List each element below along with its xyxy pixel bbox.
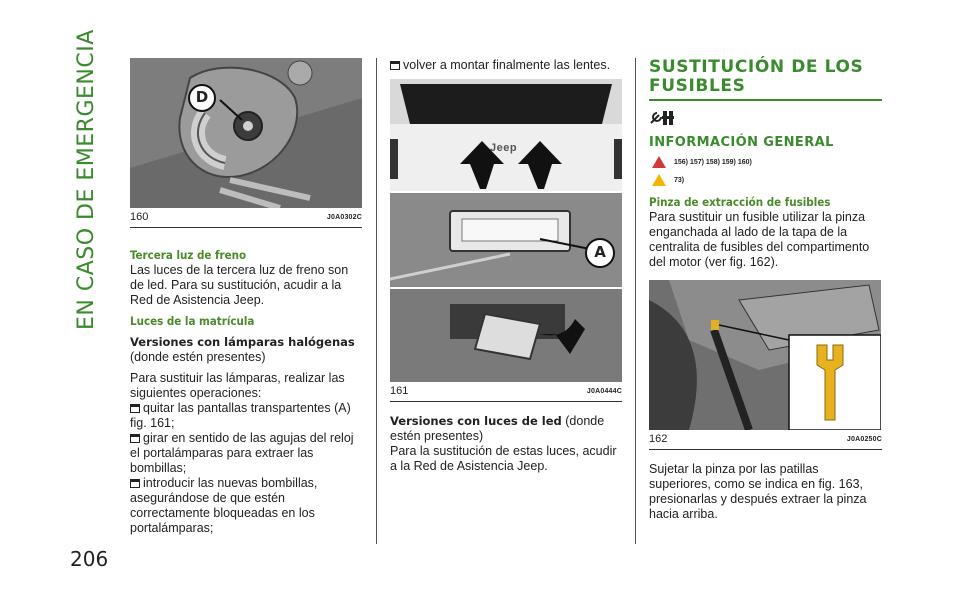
third-brake-light-illustration — [130, 58, 362, 208]
paragraph-operations: Para sustituir las lámparas, realizar las siguientes operaciones: — [130, 371, 345, 400]
led-rest: (donde estén presentes) — [390, 414, 605, 443]
column-divider — [376, 58, 377, 544]
paragraph-pinza: Para sustituir un fusible utilizar la pinza enganchada al lado de la tapa de la centralita de fusibles del compartimento del motor (ver fig. 162). — [649, 210, 870, 269]
jeep-badge: Jeep — [490, 142, 518, 154]
column-divider — [635, 58, 636, 544]
figure-161-image — [390, 79, 622, 382]
paragraph-led-text: Para la sustitución de estas luces, acudir a la Red de Asistencia Jeep. — [390, 444, 617, 473]
bullet-item — [130, 431, 362, 476]
caution-references: 73) — [674, 176, 685, 184]
heading-tercera-luz: Tercera luz de freno — [130, 248, 247, 262]
bullet-icon — [130, 479, 140, 488]
section-title-fusibles: SUSTITUCIÓN DE LOS FUSIBLES — [649, 57, 864, 96]
warning-references: 156) 157) 158) 159) 160) — [674, 158, 752, 166]
column-2 — [390, 58, 622, 474]
bullet-icon — [130, 434, 140, 443]
bullet-item — [390, 58, 622, 73]
column-1 — [130, 58, 362, 536]
wrench-fuse-icon — [649, 109, 679, 127]
figure-code: J0A0444C — [586, 388, 622, 395]
callout-a: A — [594, 243, 606, 261]
license-plate-light-illustration — [390, 79, 622, 382]
heading-info-general: INFORMACIÓN GENERAL — [649, 135, 834, 150]
figure-caption-bar — [649, 432, 882, 450]
figure-number: 162 — [649, 433, 668, 445]
bullet-icon — [130, 404, 140, 413]
figure-162-image — [649, 280, 881, 430]
halogen-bold: Versiones con lámparas halógenas — [130, 335, 355, 349]
figure-code: J0A0302C — [326, 214, 362, 221]
figure-caption-bar — [390, 384, 622, 402]
bullet-icon — [390, 61, 400, 70]
halogen-rest: (donde estén presentes) — [130, 350, 266, 364]
paragraph-tercera-luz: Las luces de la tercera luz de freno son de led. Para su sustitución, acudir a la Red de Asistencia Jeep. — [130, 263, 349, 307]
caution-row — [649, 171, 882, 189]
bullet-item — [130, 401, 362, 431]
bullet-text: girar en sentido de las agujas del reloj el portalámparas para extraer las bombillas; — [130, 431, 354, 475]
figure-160-image — [130, 58, 362, 208]
led-bold: Versiones con luces de led — [390, 414, 562, 428]
bullet-item — [130, 476, 362, 536]
paragraph-led-versions — [390, 414, 622, 444]
figure-code: J0A0250C — [846, 436, 882, 443]
caution-triangle-icon — [652, 174, 666, 186]
heading-luces-matricula: Luces de la matrícula — [130, 314, 255, 328]
figure-caption-bar — [130, 210, 362, 228]
column-3 — [649, 58, 882, 522]
callout-d: D — [195, 88, 209, 106]
paragraph-halogen — [130, 335, 362, 365]
warning-row — [649, 153, 882, 171]
fuse-extractor-illustration — [649, 280, 881, 430]
warning-triangle-icon — [652, 156, 666, 168]
bullet-text: quitar las pantallas transpartentes (A) fig. 161; — [130, 401, 351, 430]
figure-number: 160 — [130, 211, 149, 223]
figure-number: 161 — [390, 385, 409, 397]
side-chapter-title: EN CASO DE EMERGENCIA — [74, 29, 99, 330]
bullet-text: volver a montar finalmente las lentes. — [403, 58, 611, 72]
page-number: 206 — [70, 547, 109, 571]
heading-pinza: Pinza de extracción de fusibles — [649, 195, 831, 209]
bullet-text: introducir las nuevas bombillas, asegurándose de que estén correctamente bloqueadas en los portalámparas; — [130, 476, 318, 535]
paragraph-sujetar: Sujetar la pinza por las patillas superiores, como se indica en fig. 163, presionarlas y después extraer la pinza hacia arriba. — [649, 462, 867, 521]
